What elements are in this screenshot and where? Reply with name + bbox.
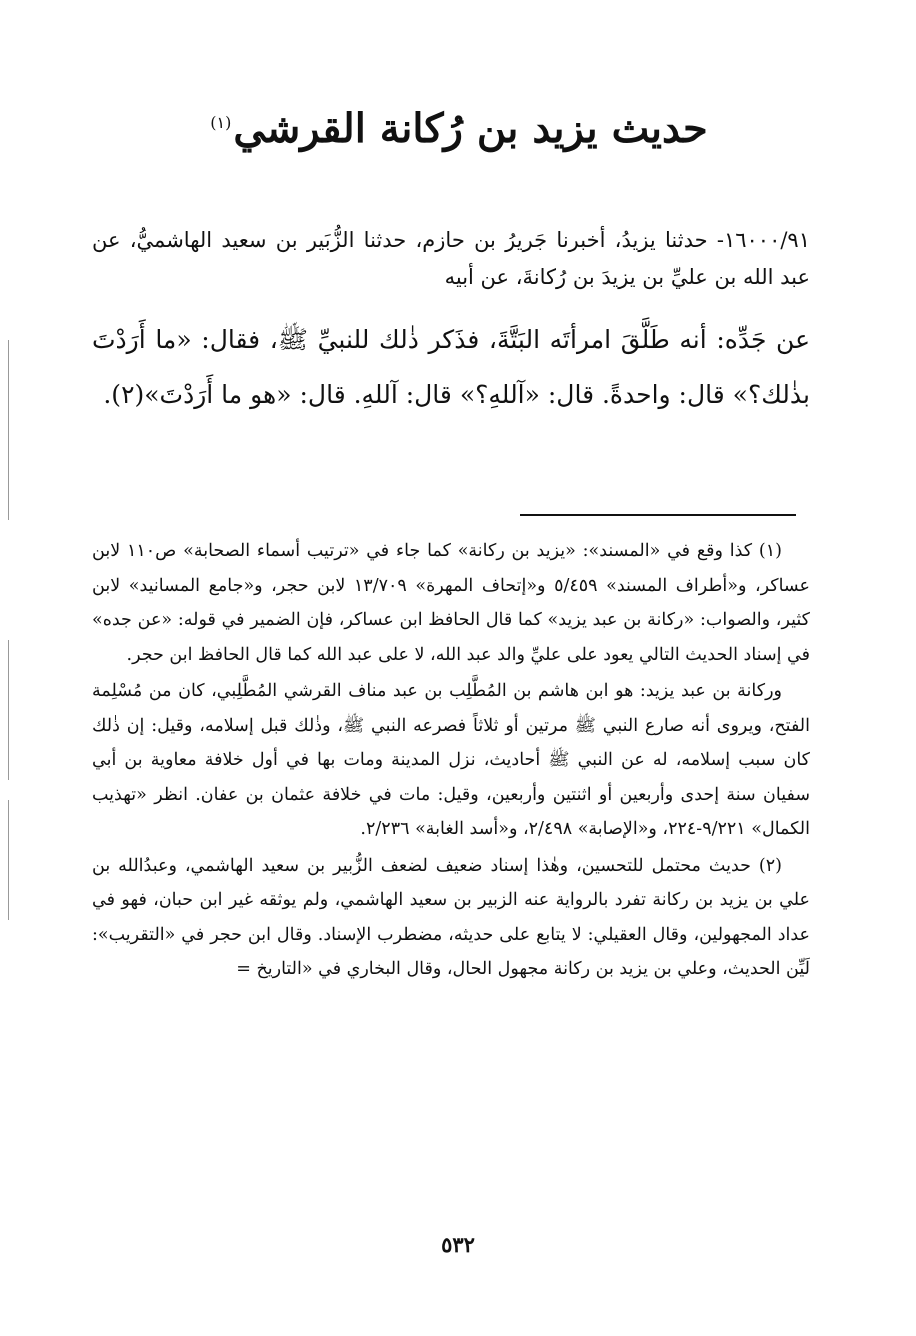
matn-line: عن جَدِّه: أنه طَلَّقَ امرأتَه البَتَّةَ، فذَكر ذٰلك للنبيِّ ﷺ، فقال:	[201, 325, 810, 354]
matn-line: «ما أَرَدْتَ بذٰلك؟» قال: واحدةً. قال: «آللهِ؟» قال: آللهِ. قال:	[92, 325, 810, 409]
footnotes	[92, 534, 810, 989]
scan-edge-mark	[8, 340, 9, 520]
isnad-line: الهاشميُّ، عن عبد الله بن عليِّ بن يزيدَ بن رُكانةَ، عن أبيه	[92, 228, 810, 289]
section-heading	[150, 105, 766, 153]
hadith-matn	[92, 312, 810, 422]
scan-edge-mark	[8, 800, 9, 920]
footnote-separator	[520, 514, 796, 516]
footnote-1-continued: وركانة بن عبد يزيد: هو ابن هاشم بن المُطَّلِب بن عبد مناف القرشي المُطَّلِبي، كان من مُسْلِمة الفتح، ويروى أنه صارع النبي ﷺ مرتين أو ثلاثاً فصرعه النبي ﷺ، وذٰلك قبل إسلامه، وقيل: إن ذٰلك كان سبب إسلامه، له عن النبي ﷺ أحاديث، نزل المدينة ومات بها في أول خلافة معاوية بن أبي سفيان سنة إحدى وأربعين أو اثنتين وأربعين، وقيل: مات في خلافة عثمان بن عفان. انظر «تهذيب الكمال» ٩/٢٢١-٢٢٤، و«الإصابة» ٢/٤٩٨، و«أسد الغابة» ٢/٢٣٦.	[92, 681, 811, 839]
footnote-2: (٢) حديث محتمل للتحسين، وهٰذا إسناد ضعيف لضعف الزُّبير بن سعيد الهاشمي، وعبدُالله بن علي بن يزيد بن ركانة تفرد بالرواية عنه الزبير بن سعيد الهاشمي، ولم يوثقه غير ابن حبان، فهو في عداد المجهولين، وقال العقيلي: لا يتابع على حديثه، مضطرب الإسناد. وقال ابن حجر في «التقريب»: لَيِّن الحديث، وعلي بن يزيد بن ركانة مجهول الحال، وقال البخاري في «التاريخ =	[92, 855, 810, 979]
heading-footnote-marker: (١)	[210, 112, 232, 132]
heading-title: حديث يزيد بن رُكانة القرشي	[233, 105, 708, 152]
hadith-isnad	[92, 222, 810, 296]
page-number: ٥٣٢	[441, 1232, 475, 1257]
isnad-line: ١٦٠٠٠/٩١- حدثنا يزيدُ، أخبرنا جَريرُ بن حازم، حدثنا الزُّبَير بن سعيد	[221, 228, 810, 252]
footnote-1: (١) كذا وقع في «المسند»: «يزيد بن ركانة» كما جاء في «ترتيب أسماء الصحابة» ص١١٠ لابن عساكر، و«أطراف المسند» ٥/٤٥٩ و«إتحاف المهرة» ١٣/٧٠٩ لابن حجر، و«جامع المسانيد» لابن كثير، والصواب: «ركانة بن عبد يزيد» كما قال الحافظ ابن عساكر، فإن الضمير في قوله: «عن جده» في إسناد الحديث التالي يعود على عليِّ والد عبد الله، لا على عبد الله كما قال الحافظ ابن حجر.	[92, 541, 810, 665]
scan-edge-mark	[8, 640, 9, 780]
hadith-block	[92, 222, 810, 422]
matn-line: «هو ما أَرَدْتَ»(٢).	[103, 380, 292, 409]
